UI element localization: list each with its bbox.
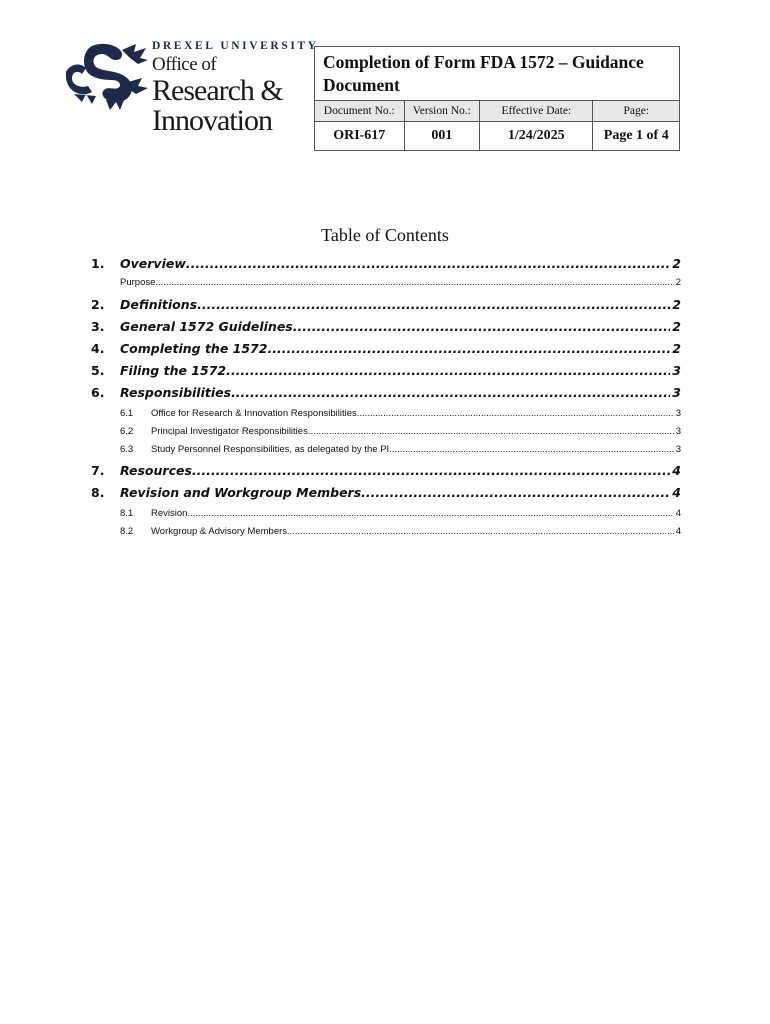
toc-entry-text: Workgroup & Advisory Members bbox=[151, 526, 288, 537]
drexel-logo bbox=[62, 40, 319, 140]
dragon-logo-icon bbox=[62, 42, 150, 112]
toc-entry-page: 2 bbox=[675, 277, 681, 288]
toc-entry-workgroup-advisory[interactable] bbox=[91, 523, 681, 541]
toc-entry-number: 3. bbox=[91, 319, 105, 334]
toc-entry-number: 2. bbox=[91, 297, 105, 312]
toc-entry-page: 3 bbox=[672, 363, 681, 378]
toc-entry-purpose[interactable] bbox=[91, 274, 681, 292]
toc-entry-number: 6.2 bbox=[120, 426, 134, 437]
page-label: Page: bbox=[593, 101, 679, 122]
toc-entry-pi-responsibilities[interactable] bbox=[91, 423, 681, 441]
document-no-value: ORI-617 bbox=[315, 122, 405, 150]
header-values-row bbox=[315, 122, 679, 150]
toc-entry-ori-responsibilities[interactable] bbox=[91, 405, 681, 423]
toc-entry-page: 4 bbox=[672, 485, 681, 500]
toc-entry-number: 8.1 bbox=[120, 508, 134, 519]
toc-entry-definitions[interactable] bbox=[91, 294, 681, 315]
toc-leader-dots bbox=[361, 482, 670, 503]
toc-entry-responsibilities[interactable] bbox=[91, 382, 681, 403]
toc-leader-dots bbox=[267, 338, 670, 359]
toc-entry-text: Completing the 1572 bbox=[120, 341, 268, 356]
toc-entry-revision[interactable] bbox=[91, 505, 681, 523]
toc-entry-number: 6.1 bbox=[120, 408, 134, 419]
toc-entry-text: Overview bbox=[120, 256, 186, 271]
toc-entry-page: 4 bbox=[672, 463, 681, 478]
logo-text bbox=[152, 40, 319, 136]
toc-leader-dots bbox=[231, 382, 670, 403]
toc-entry-page: 3 bbox=[675, 444, 681, 455]
toc-leader-dots bbox=[357, 405, 674, 423]
toc-entry-resources[interactable] bbox=[91, 460, 681, 481]
toc-entry-number: 6.3 bbox=[120, 444, 134, 455]
table-of-contents bbox=[91, 252, 681, 541]
toc-entry-completing[interactable] bbox=[91, 338, 681, 359]
version-no-label: Version No.: bbox=[405, 101, 481, 122]
toc-entry-personnel-responsibilities[interactable] bbox=[91, 441, 681, 459]
university-name: DREXEL UNIVERSITY bbox=[152, 40, 319, 52]
toc-leader-dots bbox=[287, 523, 674, 541]
toc-entry-number: 7. bbox=[91, 463, 105, 478]
toc-entry-number: 4. bbox=[91, 341, 105, 356]
toc-entry-text: Principal Investigator Responsibilities bbox=[151, 426, 308, 437]
toc-leader-dots bbox=[197, 294, 670, 315]
toc-entry-page: 2 bbox=[672, 256, 681, 271]
effective-date-label: Effective Date: bbox=[480, 101, 593, 122]
toc-entry-page: 3 bbox=[675, 426, 681, 437]
toc-entry-overview[interactable] bbox=[91, 253, 681, 274]
document-title: Completion of Form FDA 1572 – Guidance Document bbox=[315, 47, 679, 101]
toc-title: Table of Contents bbox=[321, 225, 449, 245]
toc-entry-text: Filing the 1572 bbox=[120, 363, 227, 378]
toc-leader-dots bbox=[226, 360, 670, 381]
toc-entry-text: Resources bbox=[120, 463, 192, 478]
toc-entry-text: Revision bbox=[151, 508, 188, 519]
page-value: Page 1 of 4 bbox=[603, 128, 669, 143]
toc-entry-text: Definitions bbox=[120, 297, 198, 312]
toc-entry-text: Responsibilities bbox=[120, 385, 232, 400]
toc-entry-page: 4 bbox=[675, 526, 681, 537]
toc-entry-page: 3 bbox=[672, 385, 681, 400]
version-no-value: 001 bbox=[405, 122, 481, 150]
toc-entry-revision-workgroup[interactable] bbox=[91, 482, 681, 503]
header-labels-row bbox=[315, 101, 679, 122]
toc-entry-number: 1. bbox=[91, 256, 105, 271]
toc-entry-page: 2 bbox=[672, 341, 681, 356]
toc-entry-page: 4 bbox=[675, 508, 681, 519]
research-label: Research & bbox=[152, 74, 283, 107]
toc-entry-number: 5. bbox=[91, 363, 105, 378]
toc-entry-general-guidelines[interactable] bbox=[91, 316, 681, 337]
innovation-label: Innovation bbox=[152, 104, 272, 137]
toc-entry-text: Purpose bbox=[120, 277, 156, 288]
toc-entry-text: Study Personnel Responsibilities, as delegated by the PI bbox=[151, 444, 390, 455]
toc-entry-text: Revision and Workgroup Members bbox=[120, 485, 362, 500]
toc-entry-filing[interactable] bbox=[91, 360, 681, 381]
toc-entry-page: 2 bbox=[672, 319, 681, 334]
toc-leader-dots bbox=[192, 460, 670, 481]
toc-entry-text: Office for Research & Innovation Responsibilities bbox=[151, 408, 357, 419]
office-of-label: Office of bbox=[152, 54, 217, 75]
toc-leader-dots bbox=[155, 274, 673, 292]
toc-leader-dots bbox=[293, 316, 671, 337]
effective-date-value: 1/24/2025 bbox=[480, 122, 593, 150]
toc-leader-dots bbox=[389, 441, 674, 459]
toc-entry-page: 3 bbox=[675, 408, 681, 419]
toc-entry-number: 8. bbox=[91, 485, 105, 500]
toc-entry-text: General 1572 Guidelines bbox=[120, 319, 293, 334]
document-header-table bbox=[314, 46, 680, 151]
toc-leader-dots bbox=[187, 505, 673, 523]
toc-entry-number: 6. bbox=[91, 385, 105, 400]
toc-leader-dots bbox=[308, 423, 674, 441]
toc-entry-page: 2 bbox=[672, 297, 681, 312]
toc-leader-dots bbox=[186, 253, 670, 274]
document-no-label: Document No.: bbox=[315, 101, 405, 122]
toc-entry-number: 8.2 bbox=[120, 526, 134, 537]
